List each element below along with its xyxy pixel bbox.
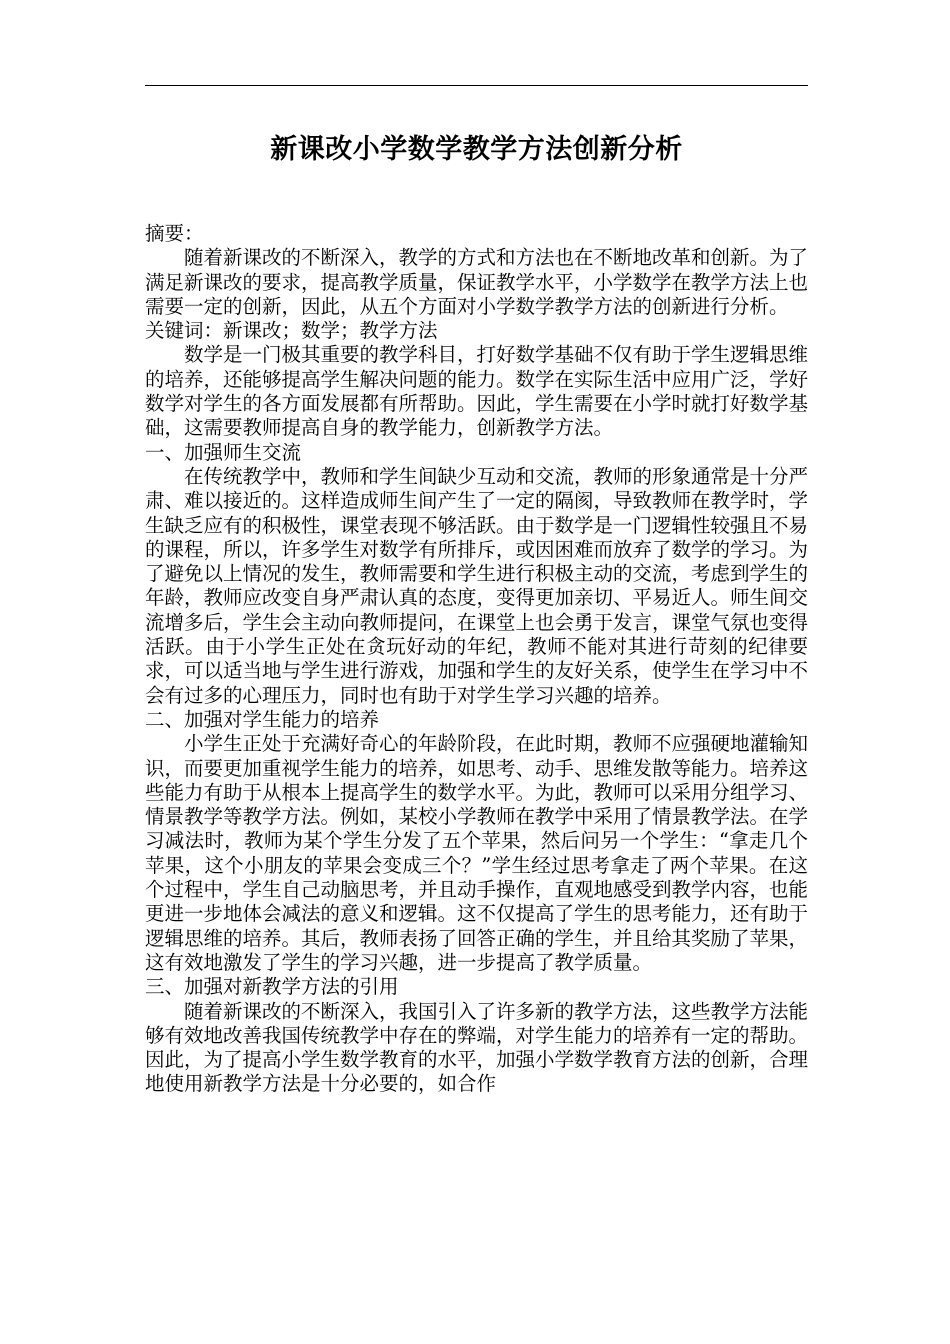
- intro-paragraph: 数学是一门极其重要的教学科目，打好数学基础不仅有助于学生逻辑思维的培养，还能够提高学生解决问题的能力。数学在实际生活中应用广泛，学好数学对学生的各方面发展都有所帮助。因此，学生需要在小学时就打好数学基础，这需要教师提高自身的教学能力，创新教学方法。: [145, 343, 809, 440]
- keywords-line: 关键词：新课改；数学；教学方法: [145, 319, 438, 343]
- section-paragraph-2: 小学生正处于充满好奇心的年龄阶段，在此时期，教师不应强硬地灌输知识，而要更加重视学生能力的培养，如思考、动手、思维发散等能力。培养这些能力有助于从根本上提高学生的数学水平。为此，教师可以采用分组学习、情景教学等教学方法。例如，某校小学教师在教学中采用了情景教学法。在学习减法时，教师为某个学生分发了五个苹果，然后问另一个学生：“拿走几个苹果，这个小朋友的苹果会变成三个？”学生经过思考拿走了两个苹果。在这个过程中，学生自己动脑思考，并且动手操作，直观地感受到教学内容，也能更进一步地体会减法的意义和逻辑。这不仅提高了学生的思考能力，还有助于逻辑思维的培养。其后，教师表扬了回答正确的学生，并且给其奖励了苹果，这有效地激发了学生的学习兴趣，进一步提高了教学质量。: [145, 732, 809, 974]
- section-heading-1: 一、加强师生交流: [145, 440, 302, 464]
- document-body: [145, 222, 808, 1097]
- section-heading-2: 二、加强对学生能力的培养: [145, 707, 380, 731]
- document-title: 新课改小学数学教学方法创新分析: [270, 134, 683, 165]
- section-paragraph-1: 在传统教学中，教师和学生间缺少互动和交流，教师的形象通常是十分严肃、难以接近的。这样造成师生间产生了一定的隔阂，导致教师在教学时，学生缺乏应有的积极性，课堂表现不够活跃。由于数学是一门逻辑性较强且不易的课程，所以，许多学生对数学有所排斥，或因困难而放弃了数学的学习。为了避免以上情况的发生，教师需要和学生进行积极主动的交流，考虑到学生的年龄，教师应改变自身严肃认真的态度，变得更加亲切、平易近人。师生间交流增多后，学生会主动向教师提问，在课堂上也会勇于发言，课堂气氛也变得活跃。由于小学生正处在贪玩好动的年纪，教师不能对其进行苛刻的纪律要求，可以适当地与学生进行游戏，加强和学生的友好关系，使学生在学习中不会有过多的心理压力，同时也有助于对学生学习兴趣的培养。: [145, 464, 809, 707]
- header-rule: [145, 85, 808, 86]
- abstract-label: 摘要：: [145, 222, 204, 245]
- section-heading-3: 三、加强对新教学方法的引用: [145, 975, 399, 999]
- section-paragraph-3: 随着新课改的不断深入，我国引入了许多新的教学方法，这些教学方法能够有效地改善我国传统教学中存在的弊端，对学生能力的培养有一定的帮助。因此，为了提高小学生数学教育的水平，加强小学数学教育方法的创新，合理地使用新教学方法是十分必要的，如合作: [145, 999, 809, 1096]
- abstract-paragraph: 随着新课改的不断深入，教学的方式和方法也在不断地改革和创新。为了满足新课改的要求，提高教学质量，保证教学水平，小学数学在教学方法上也需要一定的创新，因此，从五个方面对小学数学教学方法的创新进行分析。: [145, 246, 809, 318]
